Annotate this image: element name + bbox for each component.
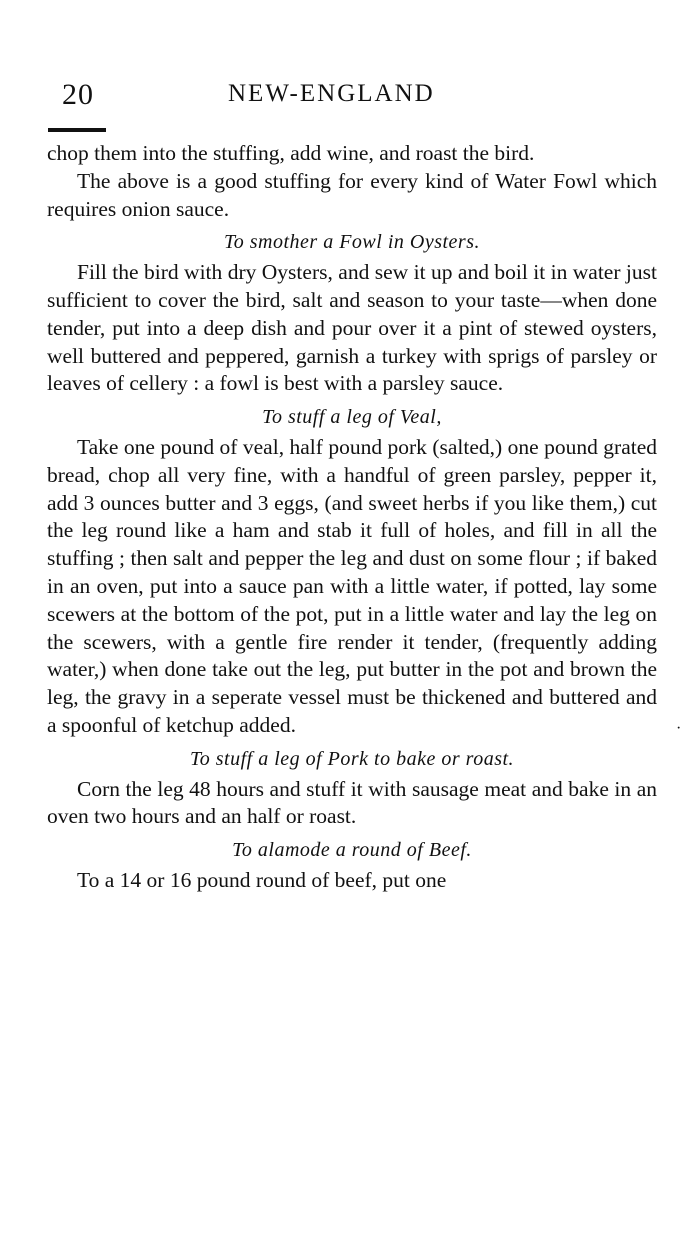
paragraph-leg-veal: Take one pound of veal, half pound pork (salted,) one pound grated bread, chop all very fine, with a handful of green parsley, pepper it, add 3 ounces butter and 3 eggs, (and sweet herbs if you like them,) cut the leg round like a ham and stab it full of holes, and fill in all the stuffing ; then salt and pepper the leg and dust on some flour ; if baked in an oven, put into a sauce pan with a little water, if potted, lay some scewers at the bottom of the pot, put in a little water and lay the leg on the scewers, with a gentle fire render it tender, (frequently adding water,) when done take out the leg, put butter in the pot and brown the leg, the gravy in a seperate vessel must be thickened and buttered and a spoonful of ketchup added.	[47, 434, 657, 737]
paragraph-stuffing-note: The above is a good stuffing for every kind of Water Fowl which requires onion sauce.	[47, 168, 657, 221]
page-body	[47, 140, 657, 895]
recipe-heading-leg-veal: To stuff a leg of Veal,	[262, 406, 442, 429]
recipe-heading-alamode-beef: To alamode a round of Beef.	[232, 839, 472, 862]
paragraph-leg-pork: Corn the leg 48 hours and stuff it with sausage meat and bake in an oven two hours and an half or roast.	[47, 776, 657, 829]
paragraph-alamode-beef: To a 14 or 16 pound round of beef, put one	[77, 867, 447, 892]
page-number: 20	[62, 78, 94, 111]
running-head: NEW-ENGLAND	[228, 80, 435, 107]
recipe-heading-leg-pork: To stuff a leg of Pork to bake or roast.	[189, 747, 515, 770]
stray-ink-mark: ·	[676, 720, 682, 737]
paragraph-continuation: chop them into the stuffing, add wine, and roast the bird.	[47, 141, 535, 165]
recipe-heading-fowl-oysters: To smother a Fowl in Oysters.	[223, 231, 480, 254]
header-rule	[48, 128, 106, 132]
paragraph-fowl-oysters: Fill the bird with dry Oysters, and sew it up and boil it in water just sufficient to cover the bird, salt and season to your taste—when done tender, put into a deep dish and pour over it a pint of stewed oysters, well buttered and peppered, garnish a turkey with sprigs of parsley or leaves of cellery : a fowl is best with a parsley sauce.	[47, 260, 657, 396]
page-header	[56, 78, 656, 118]
